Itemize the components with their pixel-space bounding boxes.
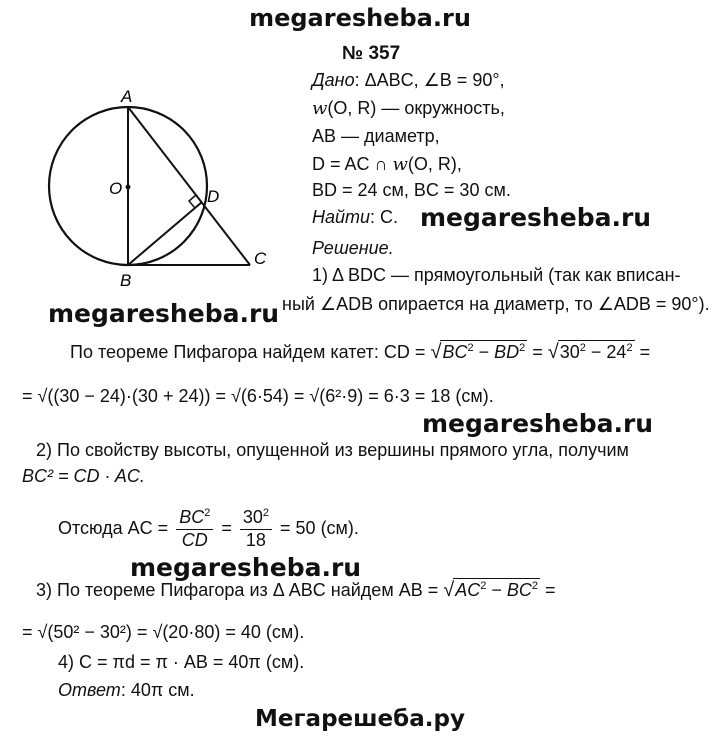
watermark: megaresheba.ru xyxy=(422,409,654,438)
step1-line-b: ный ∠ADB опирается на диаметр, то ∠ADB = 90°). xyxy=(282,294,710,314)
find-value: : C. xyxy=(370,207,399,227)
find-line xyxy=(312,207,398,228)
pythagoras-text: По теореме Пифагора найдем катет: CD = xyxy=(70,342,426,362)
circle-symbol: w xyxy=(392,154,408,175)
given-line-2 xyxy=(312,98,505,119)
circle-symbol: w xyxy=(312,98,328,119)
given-line-5: BD = 24 см, BC = 30 см. xyxy=(312,180,511,200)
given-intersection-end: (O, R), xyxy=(407,154,462,174)
given-line-4 xyxy=(312,154,462,175)
answer-line xyxy=(58,680,195,701)
given-label: Дано xyxy=(312,70,355,90)
solution-label: Решение. xyxy=(312,238,394,258)
given-triangle: ΔABC, ∠B = 90°, xyxy=(364,70,505,90)
step2-line-a: 2) По свойству высоты, опущенной из вершины прямого угла, получим xyxy=(36,440,629,460)
step4-line: 4) C = πd = π · AB = 40π (см). xyxy=(58,652,305,672)
watermark: megaresheba.ru xyxy=(420,203,652,232)
label-d: D xyxy=(207,187,220,206)
answer-label: Ответ xyxy=(58,680,121,700)
given-line-1: Дано: ΔABC, ∠B = 90°, xyxy=(312,70,505,90)
hence-result: = 50 (см). xyxy=(280,517,359,538)
calc1-line: = √((30 − 24)·(30 + 24)) = √(6·54) = √(6²·9) = 6·3 = 18 (см). xyxy=(22,386,494,406)
label-c: C xyxy=(254,249,267,268)
calc3-line: = √(50² − 30²) = √(20·80) = 40 (см). xyxy=(22,622,305,642)
find-label: Найти xyxy=(312,207,371,227)
pythagoras-line: По теореме Пифагора найдем катет: CD = $√BC^2 - BD^2 = √30^2 - 24^2$ = xyxy=(70,341,651,363)
step3-line: 3) По теореме Пифагора из Δ ABC найдем AB = $√AC^2 - BC^2$ = xyxy=(36,579,556,601)
label-o: O xyxy=(109,179,123,198)
given-circle: (O, R) — окружность, xyxy=(327,98,505,118)
given-intersection: D = AC ∩ xyxy=(312,154,393,174)
site-header: megaresheba.ru xyxy=(249,4,471,32)
step1-line-a: 1) Δ BDC — прямоугольный (так как вписан- xyxy=(312,265,681,285)
site-footer: Мегарешеба.ру xyxy=(255,706,465,732)
watermark: megaresheba.ru xyxy=(130,553,362,582)
right-angle-mark-d xyxy=(189,195,196,208)
label-b: B xyxy=(120,271,132,290)
geometry-diagram xyxy=(40,82,280,292)
watermark: megaresheba.ru xyxy=(48,299,280,328)
center-point-o xyxy=(126,185,131,190)
answer-value: : 40π см. xyxy=(120,680,195,700)
step3-text: 3) По теореме Пифагора из Δ ABC найдем AB = xyxy=(36,580,439,600)
hence-text: Отсюда AC = xyxy=(58,517,169,538)
step2-line-b: BC² = CD · AC. xyxy=(22,466,145,486)
problem-number: № 357 xyxy=(342,43,401,64)
label-a: A xyxy=(121,87,133,106)
hence-line: Отсюда AC = $\frac{BC^2}{CD}$ = $\frac{30^2}{18}$ = 50 (см). xyxy=(58,507,359,550)
segment-ac xyxy=(128,107,250,265)
given-line-3: AB — диаметр, xyxy=(312,126,440,146)
